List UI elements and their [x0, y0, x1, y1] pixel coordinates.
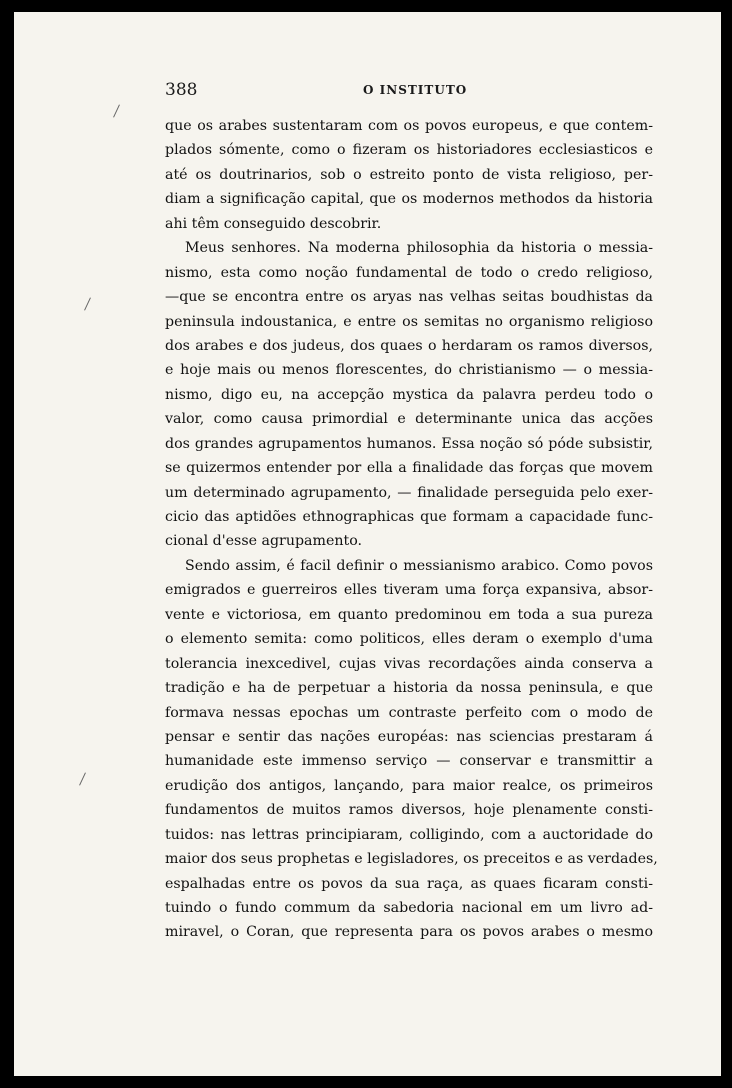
text-line: erudição dos antigos, lançando, para maior realce, os primeiros [165, 777, 653, 794]
margin-speck [84, 297, 91, 310]
text-line: nismo, esta como noção fundamental de todo o credo religioso, [165, 264, 653, 281]
text-line: espalhadas entre os povos da sua raça, as quaes ficaram consti- [165, 875, 653, 892]
margin-speck [79, 772, 86, 785]
book-page [14, 12, 721, 1076]
text-line: —que se encontra entre os aryas nas velhas seitas boudhistas da [165, 289, 653, 306]
text-line: dos arabes e dos judeus, dos quaes o herdaram os ramos diversos, [165, 337, 653, 354]
text-line: cional d'esse agrupamento. [165, 533, 363, 550]
text-line: pensar e sentir das nações européas: nas sciencias prestaram á [165, 728, 653, 745]
text-line: emigrados e guerreiros elles tiveram uma força expansiva, absor- [165, 582, 653, 599]
text-line: miravel, o Coran, que representa para os povos arabes o mesmo [165, 924, 653, 941]
text-line: tuindo o fundo commum da sabedoria nacional em um livro ad- [165, 900, 653, 916]
text-line: um determinado agrupamento, — finalidade perseguida pelo exer- [165, 484, 653, 501]
text-line: ahi têm conseguido descobrir. [165, 215, 382, 232]
body-text [165, 114, 658, 945]
text-line: cicio das aptidões ethnographicas que formam a capacidade func- [165, 509, 653, 525]
text-line: peninsula indoustanica, e entre os semitas no organismo religioso [165, 313, 653, 330]
text-line: Meus senhores. Na moderna philosophia da historia o messia- [185, 240, 653, 257]
text-line: tuidos: nas lettras principiaram, colligindo, com a auctoridade do [165, 826, 653, 843]
text-line: tradição e ha de perpetuar a historia da nossa peninsula, e que [165, 680, 653, 697]
running-title: O INSTITUTO [363, 83, 468, 97]
text-line: fundamentos de muitos ramos diversos, hoje plenamente consti- [165, 802, 653, 819]
text-line: Sendo assim, é facil definir o messianismo arabico. Como povos [185, 557, 653, 574]
text-line: que os arabes sustentaram com os povos europeus, e que contem- [165, 118, 653, 134]
page-header [165, 80, 653, 100]
text-line: valor, como causa primordial e determinante unica das acções [165, 411, 653, 428]
text-line: se quizermos entender por ella a finalidade das forças que movem [165, 460, 653, 477]
text-line: formava nessas epochas um contraste perfeito com o modo de [165, 704, 653, 721]
margin-speck [113, 104, 120, 117]
text-line: vente e victoriosa, em quanto predominou em toda a sua pureza [165, 606, 653, 623]
text-line: maior dos seus prophetas e legisladores, os preceitos e as verdades, [165, 851, 658, 868]
text-line: dos grandes agrupamentos humanos. Essa noção só póde subsistir, [165, 435, 653, 452]
page-number: 388 [165, 80, 198, 100]
text-line: e hoje mais ou menos florescentes, do christianismo — o messia- [165, 362, 653, 379]
text-line: plados sómente, como o fizeram os historiadores ecclesiasticos e [165, 142, 653, 159]
text-line: até os doutrinarios, sob o estreito ponto de vista religioso, per- [165, 166, 653, 183]
text-line: diam a significação capital, que os modernos methodos da historia [165, 191, 653, 208]
text-line: o elemento semita: como politicos, elles deram o exemplo d'uma [165, 631, 653, 648]
text-line: humanidade este immenso serviço — conservar e transmittir a [165, 753, 653, 770]
text-line: nismo, digo eu, na accepção mystica da palavra perdeu todo o [165, 386, 653, 403]
text-line: tolerancia inexcedivel, cujas vivas recordações ainda conserva a [165, 655, 653, 672]
